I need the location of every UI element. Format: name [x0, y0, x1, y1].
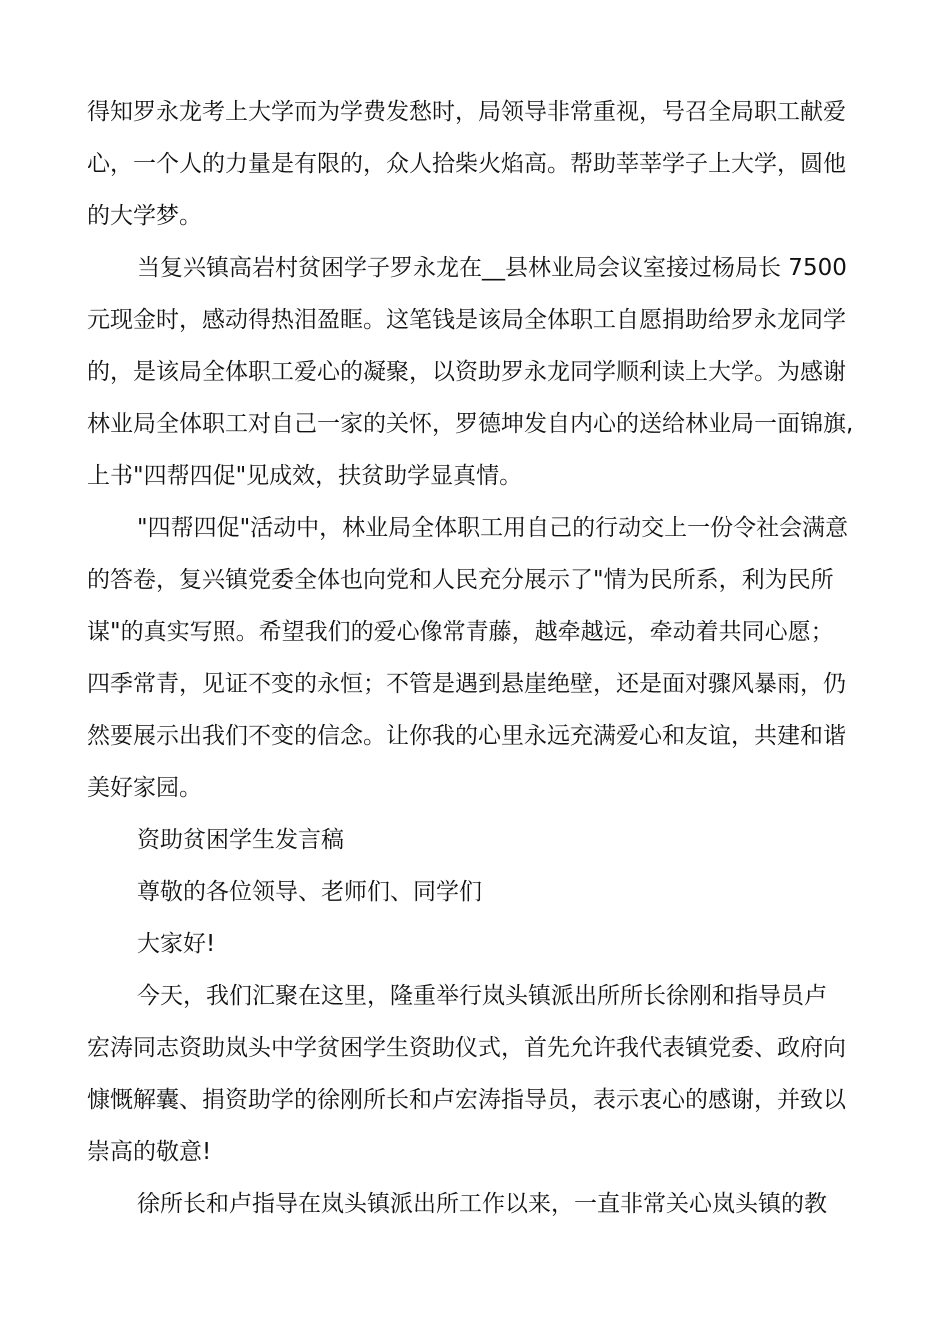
- text-line: 崇高的敬意!: [87, 1139, 212, 1165]
- text-line: 心，一个人的力量是有限的，众人拾柴火焰高。帮助莘莘学子上大学，圆他: [87, 151, 846, 177]
- text-line: 宏涛同志资助岚头中学贫困学生资助仪式，首先允许我代表镇党委、政府向: [87, 1035, 846, 1061]
- greeting: 大家好!: [137, 931, 216, 957]
- text-line: 今天，我们汇聚在这里，隆重举行岚头镇派出所所长徐刚和指导员卢: [137, 983, 827, 1009]
- text-line: 上书"四帮四促"见成效，扶贫助学显真情。: [87, 463, 523, 489]
- text-line: 的大学梦。: [87, 203, 202, 229]
- text-line: 元现金时，感动得热泪盈眶。这笔钱是该局全体职工自愿捐助给罗永龙同学: [87, 307, 846, 333]
- section-title: 资助贫困学生发言稿: [137, 827, 344, 853]
- text-line: 徐所长和卢指导在岚头镇派出所工作以来，一直非常关心岚头镇的教: [137, 1191, 827, 1217]
- text-line: 的，是该局全体职工爱心的凝聚，以资助罗永龙同学顺利读上大学。为感谢: [87, 359, 846, 385]
- text-line: 美好家园。: [87, 775, 202, 801]
- text-line: 得知罗永龙考上大学而为学费发愁时，局领导非常重视，号召全局职工献爱: [87, 99, 846, 125]
- text-line: 慷慨解囊、捐资助学的徐刚所长和卢宏涛指导员，表示衷心的感谢，并致以: [87, 1087, 846, 1113]
- text-line: 然要展示出我们不变的信念。让你我的心里永远充满爱心和友谊，共建和谐: [87, 723, 846, 749]
- text-line: 的答卷，复兴镇党委全体也向党和人民充分展示了"情为民所系，利为民所: [87, 567, 834, 593]
- text-line: 当复兴镇高岩村贫困学子罗永龙在__县林业局会议室接过杨局长 7500: [137, 255, 847, 281]
- text-line: 谋"的真实写照。希望我们的爱心像常青藤，越牵越远，牵动着共同心愿；: [87, 619, 834, 645]
- salutation: 尊敬的各位领导、老师们、同学们: [137, 879, 482, 905]
- text-line: 林业局全体职工对自己一家的关怀，罗德坤发自内心的送给林业局一面锦旗,: [87, 411, 854, 437]
- text-line: 四季常青，见证不变的永恒；不管是遇到悬崖绝壁，还是面对骤风暴雨，仍: [87, 671, 846, 697]
- text-line: "四帮四促"活动中，林业局全体职工用自己的行动交上一份令社会满意: [137, 515, 849, 541]
